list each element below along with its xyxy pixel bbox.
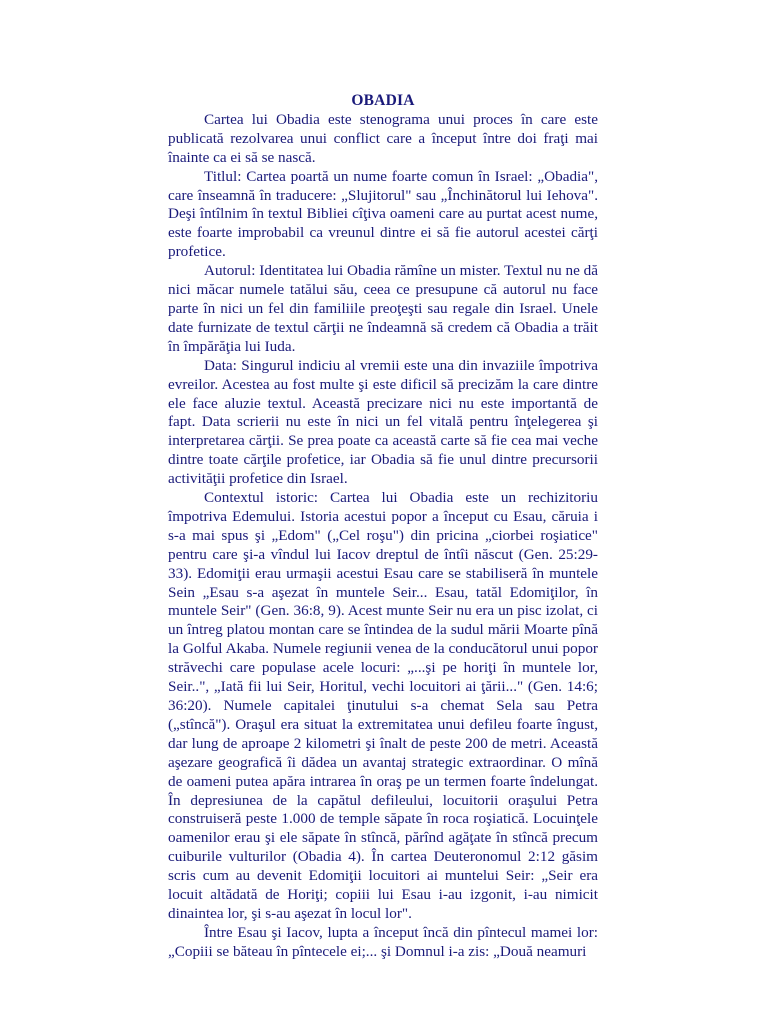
paragraph-contextul-istoric: Contextul istoric: Cartea lui Obadia este un rechizitoriu împotriva Edemului. Istoria acestui popor a început cu Esau, căruia i s-a mai spus şi „Edom" („Cel roşu") din pricina „ciorbei roşiatice" pentru care şi-a vîndul lui Iacov dreptul de întîi născut (Gen. 25:29-33). Edomiţii erau urmaşii acestui Esau care se stabiliseră în muntele Sein „Esau s-a aşezat în muntele Seir... Esau, tatăl Edomiţilor, în muntele Seir" (Gen. 36:8, 9). Acest munte Seir nu era un pisc izolat, ci un întreg platou montan care se întindea de la sudul mării Moarte pînă la Golful Akaba. Numele regiunii venea de la conducătorul unui popor străvechi care populase acele locuri: „...şi pe horiţi în muntele lor, Seir..", „Iată fii lui Seir, Horitul, vechi locuitori ai ţării..." (Gen. 14:6; 36:20). Numele capitalei ţinutului s-a chemat Sela sau Petra („stîncă"). Oraşul era situat la extremitatea unui defileu foarte îngust, dar lung de aproape 2 kilometri şi înalt de peste 200 de metri. Această aşezare geografică îi dădea un avantaj strategic extraordinar. O mînă de oameni putea apăra intrarea în oraş pe un termen foarte îndelungat. În depresiunea de la capătul defileului, locuitorii oraşului Petra construiseră peste 1.000 de temple săpate în roca roşiatică. Locuinţele oamenilor erau şi ele săpate în stîncă, părînd agăţate în stîncă precum cuiburile vulturilor (Obadia 4). În cartea Deuteronomul 2:12 găsim scris cum au devenit Edomiţii locuitori ai muntelui Seir: „Seir era locuit altădată de Horiţi; copiii lui Esau i-au izgonit, i-au nimicit dinaintea lor, şi s-au aşezat în locul lor". xyxy=(168,489,598,922)
paragraph-intro: Cartea lui Obadia este stenograma unui proces în care este publicată rezolvarea unui conflict care a început între doi fraţi mai înainte ca ei să se nască. xyxy=(168,110,598,166)
paragraph-data: Data: Singurul indiciu al vremii este una din invaziile împotriva evreilor. Acestea au fost multe şi este dificil să precizăm la care dintre ele face aluzie textul. Această precizare nici nu este importantă de fapt. Data scrierii nu este în nici un fel vitală pentru înţelegerea şi interpretarea cărţii. Se prea poate ca această carte să fie cea mai veche dintre toate cărţile profetice, iar Obadia să fie unul dintre precursorii activităţii profetice din Israel. xyxy=(168,356,598,488)
paragraph-esau-iacov: Între Esau şi Iacov, lupta a început încă din pîntecul mamei lor: „Copiii se băteau în pîntecele ei;... şi Domnul i-a zis: „Două neamuri xyxy=(168,923,598,960)
paragraph-titlul: Titlul: Cartea poartă un nume foarte comun în Israel: „Obadia", care înseamnă în traducere: „Slujitorul" sau „Închinătorul lui Iehova". Deşi întîlnim în textul Bibliei cîţiva oameni care au purtat acest nume, este foarte improbabil ca vreunul dintre ei să fie autorul acestei cărţi profetice. xyxy=(168,167,598,261)
document-title: OBADIA xyxy=(351,92,415,109)
paragraph-autorul: Autorul: Identitatea lui Obadia rămîne un mister. Textul nu ne dă nici măcar numele tatălui său, ceea ce presupune că autorul nu face parte în nici un fel din familiile preoţeşti sau regale din Israel. Unele date furnizate de textul cărţii ne îndeamnă să credem că Obadia a trăit în împărăţia lui Iuda. xyxy=(168,262,598,355)
document-page xyxy=(168,92,598,962)
